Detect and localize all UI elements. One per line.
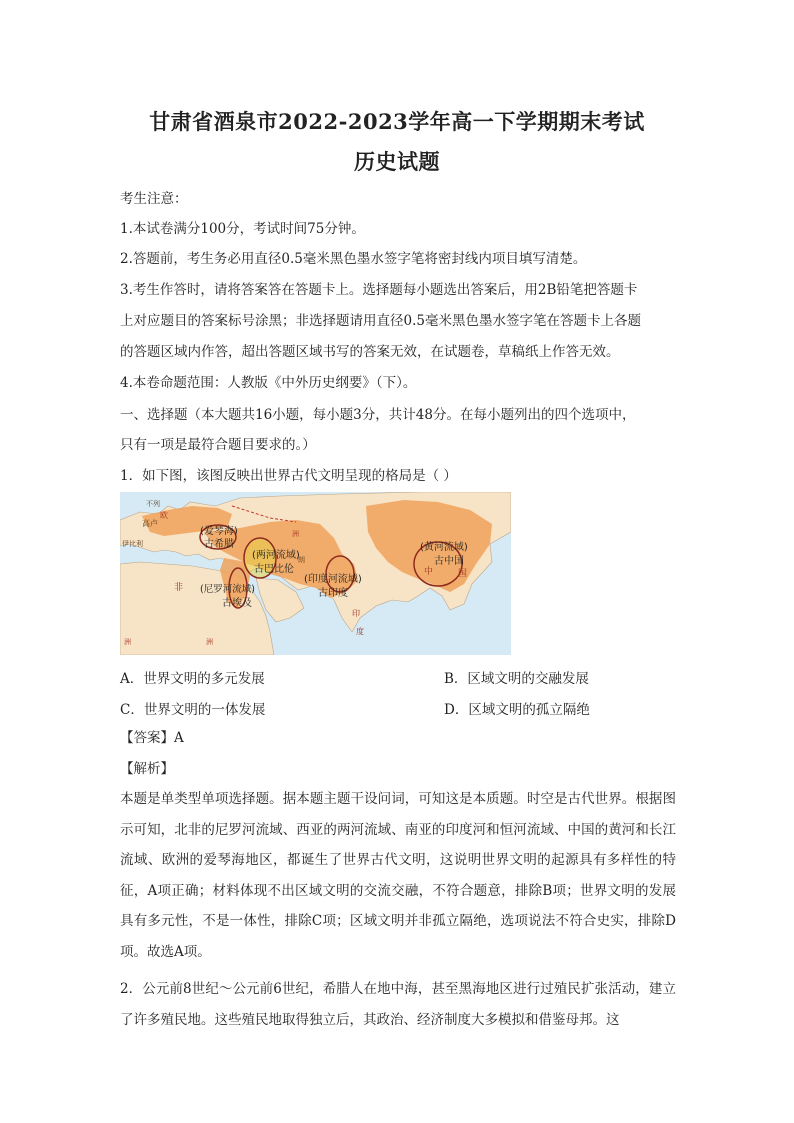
map-label-ancient-china: 古中国 <box>434 556 464 567</box>
map-label-yellow-river: (黄河流域) <box>420 542 468 553</box>
notice-item-1: 1.本试卷满分100分，考试时间75分钟。 <box>120 221 365 237</box>
map-label-zhou-middle: 洲 <box>206 638 213 646</box>
option-b: B．区域文明的交融发展 <box>444 671 589 687</box>
question-2-stem: 2．公元前8世纪～公元前6世纪，希腊人在地中海，甚至黑海地区进行过殖民扩张活动，建立了许多殖民地。这些殖民地取得独立后，其政治、经济制度大多模拟和借鉴母邦。这 <box>120 981 676 1028</box>
section-heading-line1: 一、选择题（本大题共16小题，每小题3分，共计48分。在每小题列出的四个选项中， <box>120 407 636 423</box>
map-label-zhou-asia: 洲 <box>292 530 299 538</box>
exam-title: 甘肃省酒泉市2022-2023学年高一下学期期末考试 <box>149 109 645 134</box>
notice-item-2: 2.答题前，考生务必用直径0.5毫米黑色墨水签字笔将密封线内项目填写清楚。 <box>120 251 587 267</box>
map-label-fei: 非 <box>174 583 184 593</box>
option-c: C．世界文明的一体发展 <box>120 702 266 718</box>
map-label-bulie: 不列 <box>146 500 160 508</box>
map-label-egypt: 古埃及 <box>222 598 252 609</box>
map-label-du: 度 <box>356 627 364 636</box>
question-1-stem: 1．如下图，该图反映出世界古代文明呈现的格局是（ ） <box>120 468 457 484</box>
map-label-yin: 印 <box>352 609 360 618</box>
notice-item-3: 3.考生作答时，请将答案答在答题卡上。选择题每小题选出答案后，用2B铅笔把答题卡 <box>120 282 638 298</box>
notice-item-4: 4.本卷命题范围：人教版《中外历史纲要》（下）。 <box>120 375 417 391</box>
notice-item-3-cont2: 的答题区域内作答，超出答题区域书写的答案无效，在试题卷，草稿纸上作答无效。 <box>120 344 620 360</box>
map-label-lang: 朗 <box>298 556 305 564</box>
ancient-civilizations-map <box>120 492 511 655</box>
map-label-yibili: 伊比利 <box>122 540 143 548</box>
answer-line: 【答案】A <box>120 730 184 746</box>
map-label-ou: 欧 <box>160 511 168 520</box>
map-label-mesopotamia: (两河流域) <box>252 550 300 561</box>
map-label-gaolu: 高卢 <box>142 519 158 528</box>
analysis-text: 本题是单类型单项选择题。据本题主题干设问词，可知这是本质题。时空是古代世界。根据图示可知，北非的尼罗河流域、西亚的两河流域、南亚的印度河和恒河流域、中国的黄河和长江流域、欧洲的爱琴海地区，都诞生了世界古代文明，这说明世界文明的起源具有多样性的特征，A项正确；材料体现不出区域文明的交流交融，不符合题意，排除B项；世界文明的发展具有多元性，不是一体性，排除C项；区域文明并非孤立隔绝，选项说法不符合史实，排除D项。故选A项。 <box>120 791 676 960</box>
map-label-babylon: 古巴比伦 <box>254 564 294 575</box>
option-a: A．世界文明的多元发展 <box>120 671 265 687</box>
map-label-guo: 国 <box>458 569 468 579</box>
map-label-ancient-greece: 古希腊 <box>204 539 234 550</box>
notice-heading: 考生注意： <box>120 191 188 207</box>
map-label-zhou-left: 洲 <box>124 638 131 646</box>
map-label-aegean: (爱琴海) <box>200 526 238 537</box>
map-label-indus: (印度河流域) <box>304 574 362 585</box>
notice-item-3-cont: 上对应题目的答案标号涂黑；非选择题请用直径0.5毫米黑色墨水签字笔在答题卡上各题 <box>120 313 641 329</box>
map-label-nile: (尼罗河流域) <box>200 584 255 595</box>
map-label-zhong: 中 <box>424 567 434 577</box>
analysis-heading: 【解析】 <box>120 761 174 777</box>
option-d: D．区域文明的孤立隔绝 <box>444 702 590 718</box>
map-label-ancient-india: 古印度 <box>318 588 348 599</box>
section-heading-line2: 只有一项是最符合题目要求的。） <box>120 437 316 453</box>
exam-subtitle: 历史试题 <box>354 149 440 174</box>
